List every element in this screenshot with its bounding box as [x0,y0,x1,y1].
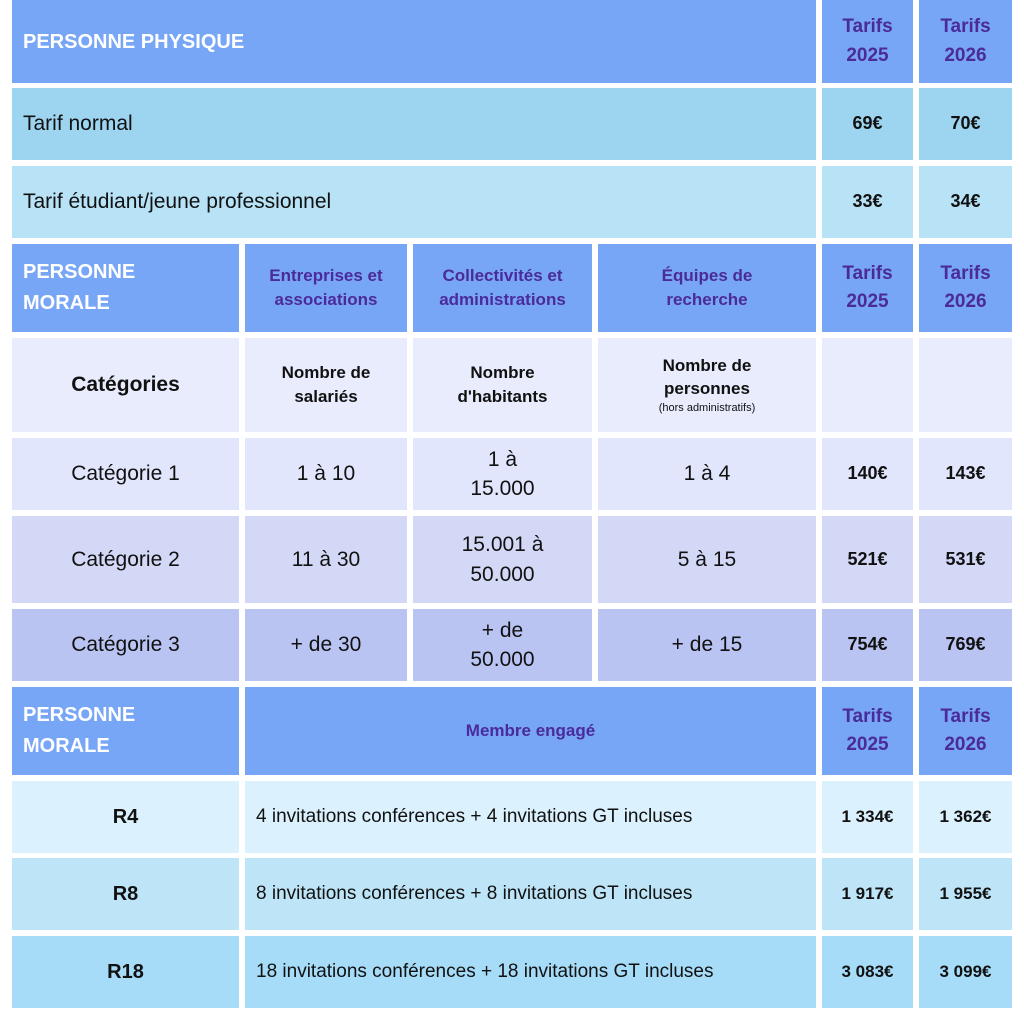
price-2025: 140€ [822,438,913,510]
price-2026: 70€ [919,88,1012,160]
price-2025: 1 917€ [822,858,913,930]
engage-description: 4 invitations conférences + 4 invitations GT incluses [245,781,816,853]
personne-morale-engage-header: PERSONNE MORALE [12,687,239,775]
price-2026: 1 362€ [919,781,1012,853]
price-2026: 531€ [919,516,1012,603]
category-label: Catégorie 2 [12,516,239,603]
personne-morale-header: PERSONNE MORALE [12,244,239,332]
price-2025: 754€ [822,609,913,681]
row-label: Tarif étudiant/jeune professionnel [12,166,816,238]
personnes-note: (hors administratifs) [658,402,756,415]
habitants-value: + de 50.000 [413,609,592,681]
price-2026: 34€ [919,166,1012,238]
price-2025: 3 083€ [822,936,913,1008]
personnes-subheader [598,338,816,432]
price-2026: 1 955€ [919,858,1012,930]
tarifs-2026-header: Tarifs 2026 [919,0,1012,83]
price-2025: 1 334€ [822,781,913,853]
tarifs-2026-header: Tarifs 2026 [919,244,1012,332]
engage-description: 8 invitations conférences + 8 invitations GT incluses [245,858,816,930]
personnes-value: 1 à 4 [598,438,816,510]
category-label: Catégorie 3 [12,609,239,681]
engage-level-label: R8 [12,858,239,930]
tarifs-2025-header: Tarifs 2025 [822,687,913,775]
row-label: Tarif normal [12,88,816,160]
collectivites-header: Collectivités et administrations [413,244,592,332]
price-2025: 69€ [822,88,913,160]
price-2025: 33€ [822,166,913,238]
engage-level-label: R18 [12,936,239,1008]
habitants-value: 15.001 à 50.000 [413,516,592,603]
personnes-label: Nombre de personnes [662,355,752,399]
membre-engage-header: Membre engagé [245,687,816,775]
habitants-subheader: Nombre d'habitants [413,338,592,432]
engage-description: 18 invitations conférences + 18 invitations GT incluses [245,936,816,1008]
salaries-value: + de 30 [245,609,407,681]
engage-level-label: R4 [12,781,239,853]
tarifs-2026-header: Tarifs 2026 [919,687,1012,775]
price-2025: 521€ [822,516,913,603]
personnes-value: 5 à 15 [598,516,816,603]
salaries-value: 11 à 30 [245,516,407,603]
tarifs-2025-header: Tarifs 2025 [822,0,913,83]
categories-label: Catégories [12,338,239,432]
entreprises-header: Entreprises et associations [245,244,407,332]
personnes-value: + de 15 [598,609,816,681]
salaries-subheader: Nombre de salariés [245,338,407,432]
tarifs-2025-header: Tarifs 2025 [822,244,913,332]
habitants-value: 1 à 15.000 [413,438,592,510]
empty-cell [919,338,1012,432]
price-2026: 143€ [919,438,1012,510]
category-label: Catégorie 1 [12,438,239,510]
price-2026: 3 099€ [919,936,1012,1008]
empty-cell [822,338,913,432]
salaries-value: 1 à 10 [245,438,407,510]
equipes-header: Équipes de recherche [598,244,816,332]
personne-physique-header: PERSONNE PHYSIQUE [12,0,816,83]
price-2026: 769€ [919,609,1012,681]
